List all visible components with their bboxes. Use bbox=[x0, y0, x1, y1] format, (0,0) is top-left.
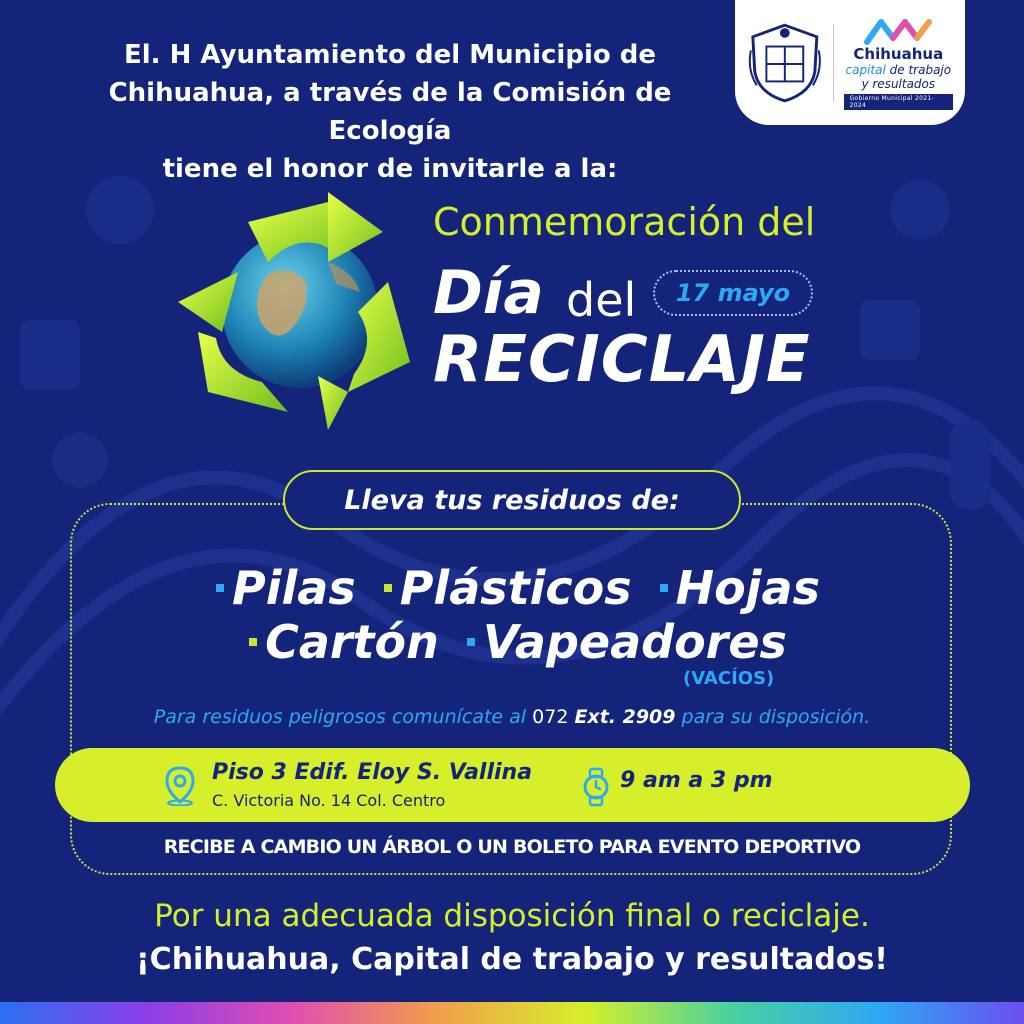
seal-icon bbox=[747, 20, 823, 106]
brand-subline: Gobierno Municipal 2021-2024 bbox=[844, 94, 953, 110]
intro-line-1: El. H Ayuntamiento del Municipio de bbox=[123, 40, 657, 70]
logo-divider bbox=[833, 24, 834, 102]
invitation-intro bbox=[50, 36, 730, 188]
bullet-square bbox=[249, 638, 257, 646]
hazard-phone: 072 bbox=[532, 706, 569, 728]
intro-line-2: Chihuahua, a través de la Comisión de Ecología bbox=[108, 78, 672, 146]
item-pilas: Pilas bbox=[232, 561, 356, 615]
items-heading: Lleva tus residuos de: bbox=[283, 470, 741, 530]
footer-line-1: Por una adecuada disposición final o reciclaje. bbox=[154, 898, 870, 934]
chihuahua-logo-icon bbox=[863, 16, 933, 46]
brand-tagline bbox=[846, 63, 952, 91]
location-place: Piso 3 Edif. Eloy S. Vallina bbox=[212, 760, 533, 785]
intro-line-3: tiene el honor de invitarle a la: bbox=[162, 154, 618, 184]
location-pin-icon bbox=[163, 766, 197, 806]
bullet-square bbox=[660, 584, 668, 592]
brand-title: Chihuahua bbox=[853, 44, 944, 63]
bullet-square bbox=[216, 584, 224, 592]
bullet-square bbox=[467, 638, 475, 646]
opening-hours: 9 am a 3 pm bbox=[620, 768, 773, 793]
items-row-2 bbox=[0, 614, 1024, 670]
bullet-square bbox=[384, 584, 392, 592]
brand-tag-capital: capital bbox=[845, 62, 886, 77]
items-row-1 bbox=[0, 560, 1024, 616]
hazard-note bbox=[0, 706, 1024, 728]
recycle-globe-icon bbox=[178, 192, 418, 432]
headline-reciclaje: RECICLAJE bbox=[433, 323, 811, 397]
item-vapeadores: Vapeadores bbox=[482, 615, 787, 669]
headline-del: del bbox=[566, 273, 637, 327]
brand-tag-trabajo: de trabajo bbox=[889, 62, 952, 77]
reward-text: RECIBE A CAMBIO UN ÁRBOL O UN BOLETO PARA EVENTO DEPORTIVO bbox=[163, 836, 861, 858]
hazard-prefix: Para residuos peligrosos comunícate al bbox=[153, 706, 527, 728]
location-address: C. Victoria No. 14 Col. Centro bbox=[212, 791, 446, 810]
items-note: (VACÍOS) bbox=[683, 668, 775, 689]
brand-logo bbox=[844, 16, 953, 110]
hazard-ext: Ext. 2909 bbox=[574, 706, 676, 728]
headline-line-1: Conmemoración del bbox=[433, 200, 816, 244]
item-carton: Cartón bbox=[265, 615, 439, 669]
footer-line-2: ¡Chihuahua, Capital de trabajo y resultados! bbox=[136, 942, 888, 977]
brand-tag-resultados: y resultados bbox=[861, 76, 936, 91]
rainbow-footer-strip bbox=[0, 1002, 1024, 1024]
municipal-logo-box bbox=[735, 0, 965, 125]
headline-dia: Día bbox=[433, 258, 544, 328]
watch-icon bbox=[582, 767, 610, 807]
item-plasticos: Plásticos bbox=[399, 561, 632, 615]
item-hojas: Hojas bbox=[675, 561, 820, 615]
event-date-badge: 17 mayo bbox=[653, 270, 813, 316]
hazard-suffix: para su disposición. bbox=[681, 706, 871, 728]
